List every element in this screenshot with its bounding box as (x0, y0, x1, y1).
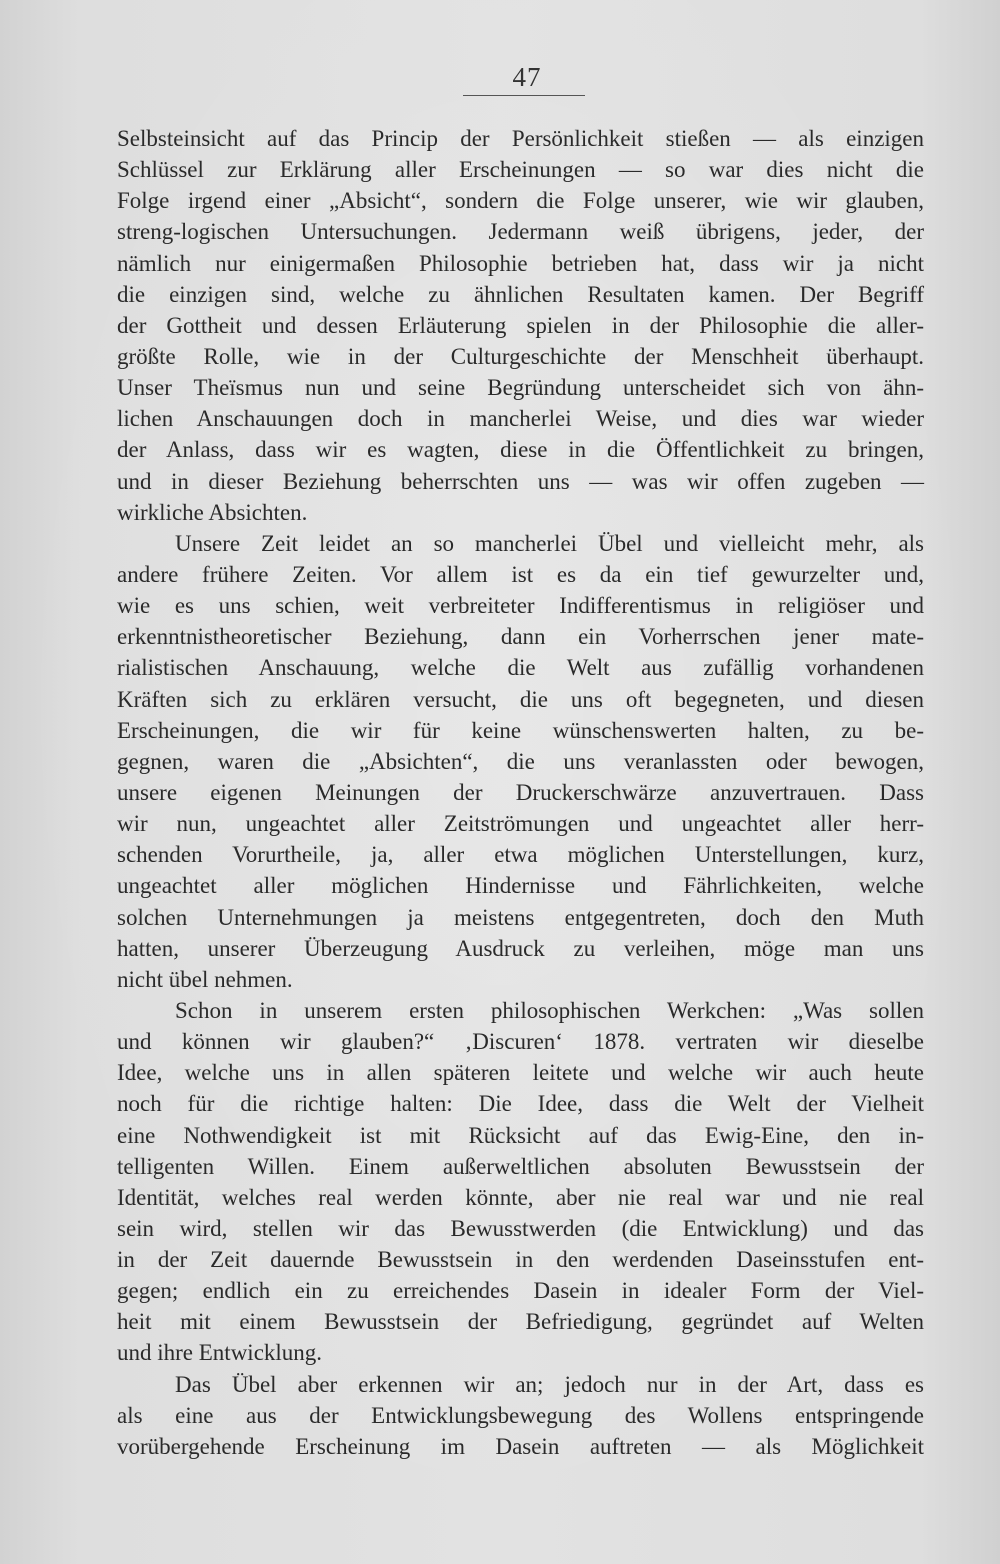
text-line: lichen Anschauungen doch in mancherlei Weise, und dies war wieder (117, 406, 924, 432)
text-line: heit mit einem Bewusstsein der Befriedigung, gegründet auf Welten (117, 1309, 924, 1335)
text-line: in der Zeit dauernde Bewusstsein in den werdenden Daseinsstufen ent- (117, 1247, 924, 1273)
paragraph-first-line: Das Übel aber erkennen wir an; jedoch nur in der Art, dass es (175, 1371, 924, 1397)
text-line: hatten, unserer Überzeugung Ausdruck zu verleihen, möge man uns (117, 935, 924, 961)
text-line: noch für die richtige halten: Die Idee, dass die Welt der Vielheit (117, 1091, 924, 1117)
text-line: als eine aus der Entwicklungsbewegung des Wollens entspringende (117, 1402, 924, 1428)
text-line: gegnen, waren die „Absichten“, die uns veranlassten oder bewogen, (117, 748, 924, 774)
text-line: wie es uns schien, weit verbreiteter Indifferentismus in religiöser und (117, 593, 924, 619)
text-line: solchen Unternehmungen ja meistens entgegentreten, doch den Muth (117, 904, 924, 930)
text-line: ungeachtet aller möglichen Hindernisse und Fährlichkeiten, welche (117, 873, 924, 899)
text-line: wir nun, ungeachtet aller Zeitströmungen und ungeachtet aller herr- (117, 811, 924, 837)
text-line: Kräften sich zu erklären versucht, die uns oft begegneten, und diesen (117, 686, 924, 712)
text-line: erkenntnistheoretischer Beziehung, dann ein Vorherrschen jener mate- (117, 624, 924, 650)
text-line: sein wird, stellen wir das Bewusstwerden (die Entwicklung) und das (117, 1215, 924, 1241)
text-line: Unser Theïsmus nun und seine Begründung unterscheidet sich von ähn- (117, 375, 924, 401)
text-line: größte Rolle, wie in der Culturgeschichte der Menschheit überhaupt. (117, 343, 924, 369)
text-line: die einzigen sind, welche zu ähnlichen Resultaten kamen. Der Begriff (117, 281, 924, 307)
text-line: andere frühere Zeiten. Vor allem ist es da ein tief gewurzelter und, (117, 561, 924, 587)
text-line: vorübergehende Erscheinung im Dasein auftreten — als Möglichkeit (117, 1433, 924, 1459)
text-line: eine Nothwendigkeit ist mit Rücksicht auf das Ewig-Eine, den in- (117, 1122, 924, 1148)
paragraph-first-line: Schon in unserem ersten philosophischen Werkchen: „Was sollen (175, 997, 924, 1023)
text-line: streng-logischen Untersuchungen. Jedermann weiß übrigens, jeder, der (117, 219, 924, 245)
text-line: nämlich nur einigermaßen Philosophie betrieben hat, dass wir ja nicht (117, 250, 924, 276)
page-number: 47 (512, 62, 542, 92)
text-line: Selbsteinsicht auf das Princip der Persönlichkeit stießen — als einzigen (117, 126, 924, 151)
text-line: Erscheinungen, die wir für keine wünschenswerten halten, zu be- (117, 717, 924, 743)
text-line: schenden Vorurtheile, ja, aller etwa möglichen Unterstellungen, kurz, (117, 842, 924, 868)
text-line: telligenten Willen. Einem außerweltlichen absoluten Bewusstsein der (117, 1153, 924, 1179)
text-line: und können wir glauben?“ ‚Discuren‘ 1878. vertraten wir dieselbe (117, 1029, 924, 1055)
text-line: gegen; endlich ein zu erreichendes Dasein in idealer Form der Viel- (117, 1278, 924, 1304)
text-line: Folge irgend einer „Absicht“, sondern die Folge unserer, wie wir glauben, (117, 188, 924, 214)
text-line: und in dieser Beziehung beherrschten uns — was wir offen zugeben — (117, 468, 924, 494)
text-line: Idee, welche uns in allen späteren leitete und welche wir auch heute (117, 1060, 924, 1086)
text-line: wirkliche Absichten. (117, 499, 308, 525)
text-line: nicht übel nehmen. (117, 966, 293, 992)
text-line: der Anlass, dass wir es wagten, diese in die Öffentlichkeit zu bringen, (117, 437, 924, 463)
text-line: der Gottheit und dessen Erläuterung spielen in der Philosophie die aller- (117, 312, 924, 338)
text-line: Identität, welches real werden könnte, aber nie real war und nie real (117, 1184, 924, 1210)
body-text (117, 123, 924, 1462)
text-line: rialistischen Anschauung, welche die Welt aus zufällig vorhandenen (117, 655, 924, 681)
text-line: und ihre Entwicklung. (117, 1340, 323, 1366)
paragraph-first-line: Unsere Zeit leidet an so mancherlei Übel und vielleicht mehr, als (175, 530, 924, 556)
text-line: Schlüssel zur Erklärung aller Erscheinungen — so war dies nicht die (117, 157, 924, 183)
page-number-rule (463, 95, 585, 96)
text-line: unsere eigenen Meinungen der Druckerschwärze anzuvertrauen. Dass (117, 779, 924, 805)
